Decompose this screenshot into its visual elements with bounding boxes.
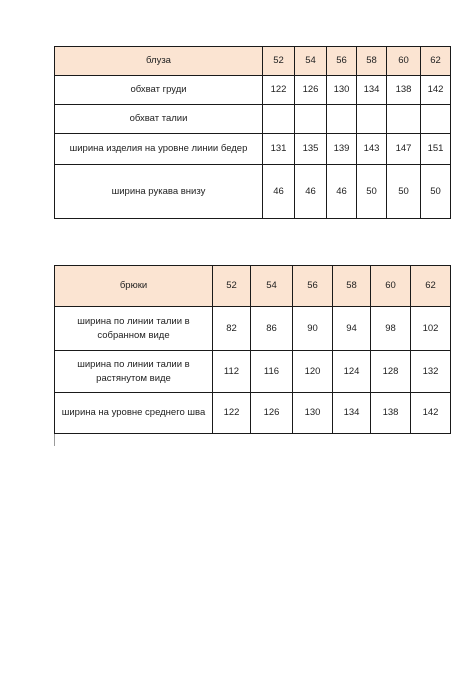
size-header-cell: 52 (263, 47, 295, 76)
size-header-cell: 52 (213, 266, 251, 307)
value-cell: 124 (333, 351, 371, 393)
table-row (55, 165, 451, 219)
value-cell: 46 (327, 165, 357, 219)
table-row (55, 76, 451, 105)
value-cell: 143 (357, 134, 387, 165)
table-row (55, 105, 451, 134)
row-label: ширина по линии талии в растянутом виде (55, 351, 213, 393)
value-cell: 138 (387, 76, 421, 105)
value-cell: 46 (263, 165, 295, 219)
row-label: обхват талии (55, 105, 263, 134)
trousers-size-table (54, 265, 451, 434)
value-cell: 46 (295, 165, 327, 219)
size-header-cell: 60 (371, 266, 411, 307)
size-header-cell: 62 (411, 266, 451, 307)
table-row (55, 351, 451, 393)
blouse-title: блуза (55, 47, 263, 76)
value-cell: 139 (327, 134, 357, 165)
value-cell: 135 (295, 134, 327, 165)
value-cell: 134 (357, 76, 387, 105)
value-cell: 131 (263, 134, 295, 165)
size-header-cell: 58 (357, 47, 387, 76)
value-cell: 94 (333, 307, 371, 351)
table-row (55, 307, 451, 351)
size-header-cell: 62 (421, 47, 451, 76)
value-cell: 126 (295, 76, 327, 105)
blouse-size-table (54, 46, 451, 219)
value-cell: 130 (327, 76, 357, 105)
value-cell (357, 105, 387, 134)
value-cell: 122 (213, 393, 251, 434)
value-cell (327, 105, 357, 134)
size-header-cell: 56 (327, 47, 357, 76)
size-header-cell: 56 (293, 266, 333, 307)
row-label: ширина по линии талии в собранном виде (55, 307, 213, 351)
trousers-title: брюки (55, 266, 213, 307)
row-label: ширина рукава внизу (55, 165, 263, 219)
value-cell: 112 (213, 351, 251, 393)
size-header-cell: 58 (333, 266, 371, 307)
row-label: ширина изделия на уровне линии бедер (55, 134, 263, 165)
value-cell: 126 (251, 393, 293, 434)
row-label: ширина на уровне среднего шва (55, 393, 213, 434)
value-cell: 50 (357, 165, 387, 219)
value-cell (421, 105, 451, 134)
value-cell: 138 (371, 393, 411, 434)
value-cell (263, 105, 295, 134)
value-cell: 147 (387, 134, 421, 165)
value-cell: 130 (293, 393, 333, 434)
value-cell: 82 (213, 307, 251, 351)
size-header-cell: 54 (295, 47, 327, 76)
trousers-header-row (55, 266, 451, 307)
value-cell: 116 (251, 351, 293, 393)
table-row (55, 134, 451, 165)
value-cell: 120 (293, 351, 333, 393)
value-cell: 50 (387, 165, 421, 219)
value-cell: 86 (251, 307, 293, 351)
value-cell: 122 (263, 76, 295, 105)
value-cell: 98 (371, 307, 411, 351)
row-label: обхват груди (55, 76, 263, 105)
margin-marker (54, 434, 55, 446)
value-cell: 134 (333, 393, 371, 434)
value-cell: 90 (293, 307, 333, 351)
value-cell: 142 (421, 76, 451, 105)
table-row (55, 393, 451, 434)
value-cell: 50 (421, 165, 451, 219)
blouse-header-row (55, 47, 451, 76)
value-cell: 102 (411, 307, 451, 351)
size-header-cell: 54 (251, 266, 293, 307)
value-cell: 151 (421, 134, 451, 165)
value-cell: 142 (411, 393, 451, 434)
value-cell (295, 105, 327, 134)
value-cell: 132 (411, 351, 451, 393)
value-cell: 128 (371, 351, 411, 393)
value-cell (387, 105, 421, 134)
size-header-cell: 60 (387, 47, 421, 76)
